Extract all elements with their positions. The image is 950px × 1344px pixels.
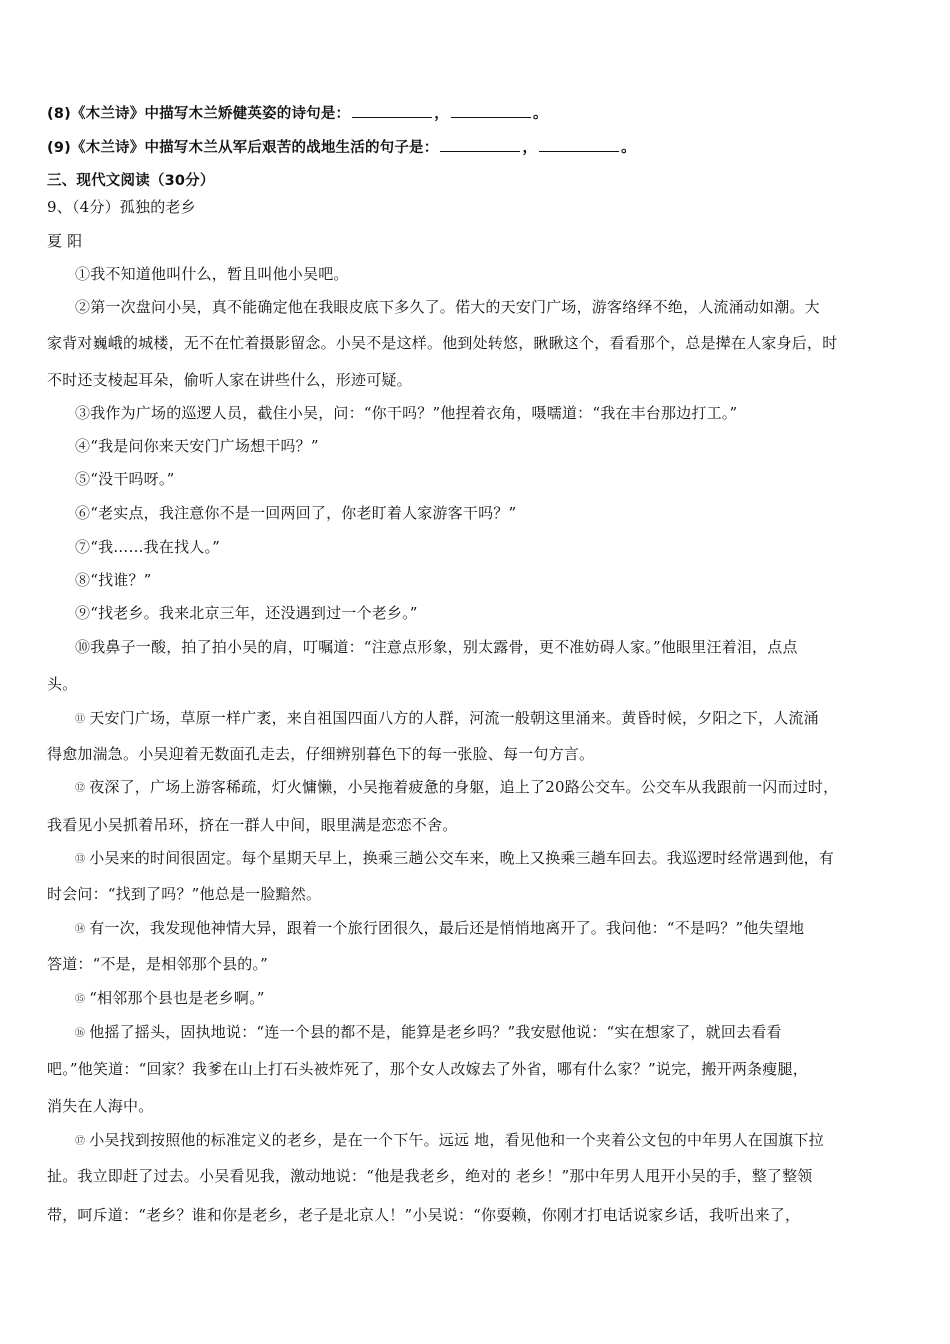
paragraph-8: ⑧“找谁？” [75, 571, 152, 589]
paragraph-15 [75, 988, 265, 1010]
answer-blank [451, 103, 531, 118]
paragraph-10-line-1: ⑩我鼻子一酸，拍了拍小吴的肩，叮嘱道：“注意点形象，别太露骨，更不准妨碍人家。”他眼里汪着泪，点点 [75, 638, 798, 656]
paragraph-14-text: 有一次，我发现他神情大异，跟着一个旅行团很久，最后还是悄悄地离开了。我问他：“不是吗？”他失望地 [89, 919, 805, 937]
question-9-end: 。 [621, 140, 636, 156]
paragraph-12-line-1 [75, 777, 838, 799]
paragraph-13-line-2: 时会问：“找到了吗？”他总是一脸黯然。 [47, 885, 322, 903]
paragraph-11-line-1 [75, 708, 819, 730]
paragraph-15-number: ⑮ [75, 994, 86, 1005]
paragraph-17-line-2: 扯。我立即赶了过去。小吴看见我，激动地说：“他是我老乡，绝对的 老乡！”那中年男人甩开小吴的手，整了整领 [47, 1167, 813, 1185]
answer-blank [440, 137, 520, 152]
paragraph-11-text: 天安门广场，草原一样广袤，来自祖国四面八方的人群，河流一般朝这里涌来。黄昏时候，夕阳之下，人流涌 [89, 709, 819, 727]
paragraph-11-number: ⑪ [75, 714, 86, 725]
paragraph-12-text: 夜深了，广场上游客稀疏，灯火慵懒，小吴拖着疲惫的身躯，追上了20路公交车。公交车从我跟前一闪而过时， [89, 778, 839, 796]
paragraph-13-text: 小吴来的时间很固定。每个星期天早上，换乘三趟公交车来，晚上又换乘三趟车回去。我巡逻时经常遇到他，有 [89, 849, 835, 867]
paragraph-14-line-2: 答道：“不是，是相邻那个县的。” [47, 955, 269, 973]
paragraph-6: ⑥“老实点，我注意你不是一回两回了，你老盯着人家游客干吗？” [75, 504, 517, 522]
paragraph-16-number: ⑯ [75, 1028, 86, 1039]
paragraph-7: ⑦“我……我在找人。” [75, 538, 221, 556]
paragraph-5: ⑤“没干吗呀。” [75, 470, 175, 488]
paragraph-17-number: ⑰ [75, 1136, 86, 1147]
question-8-prefix: (8)《木兰诗》中描写木兰矫健英姿的诗句是： [47, 106, 351, 122]
paragraph-17-line-3: 带，呵斥道：“老乡？谁和你是老乡，老子是北京人！”小吴说：“你耍赖，你刚才打电话说家乡话，我听出来了， [47, 1206, 801, 1224]
paragraph-16-text: 他摇了摇头，固执地说：“连一个县的都不是，能算是老乡吗？”我安慰他说：“实在想家了，就回去看看 [89, 1023, 782, 1041]
paragraph-14-number: ⑭ [75, 924, 86, 935]
section-heading: 三、现代文阅读（30分） [47, 173, 215, 189]
answer-blank [539, 137, 619, 152]
paragraph-17-line-1 [75, 1130, 824, 1152]
question-8-end: 。 [532, 106, 548, 122]
paragraph-2-line-2: 家背对巍峨的城楼，无不在忙着摄影留念。小吴不是这样。他到处转悠，瞅瞅这个，看看那个，总是撵在人家身后，时 [47, 334, 838, 352]
question-9-sep: ， [522, 140, 538, 156]
paragraph-12-line-2: 我看见小吴抓着吊环，挤在一群人中间，眼里满是恋恋不舍。 [47, 816, 458, 834]
paragraph-17-text: 小吴找到按照他的标准定义的老乡，是在一个下午。远远 地，看见他和一个夹着公文包的中年男人在国旗下拉 [89, 1131, 824, 1149]
paragraph-13-line-1 [75, 848, 834, 870]
paragraph-16-line-2: 吧。”他笑道：“回家？我爹在山上打石头被炸死了，那个女人改嫁去了外省，哪有什么家？”说完，搬开两条瘦腿， [47, 1060, 808, 1078]
question-8-sep: ， [434, 106, 449, 122]
paragraph-10-line-2: 头。 [47, 675, 78, 693]
paragraph-15-text: “相邻那个县也是老乡啊。” [89, 989, 265, 1007]
paragraph-14-line-1 [75, 918, 804, 940]
author: 夏 阳 [47, 232, 83, 250]
paragraph-16-line-1 [75, 1022, 782, 1044]
paragraph-16-line-3: 消失在人海中。 [47, 1097, 154, 1115]
paragraph-12-number: ⑫ [75, 783, 86, 794]
question-8 [47, 103, 548, 124]
question-9 [47, 137, 636, 158]
paragraph-1: ①我不知道他叫什么，暂且叫他小吴吧。 [75, 265, 349, 283]
question-9-prefix: (9)《木兰诗》中描写木兰从军后艰苦的战地生活的句子是： [47, 140, 439, 156]
paragraph-9: ⑨“找老乡。我来北京三年，还没遇到过一个老乡。” [75, 604, 418, 622]
paragraph-13-number: ⑬ [75, 854, 86, 865]
paragraph-2-line-1: ②第一次盘问小吴，真不能确定他在我眼皮底下多久了。偌大的天安门广场，游客络绎不绝，人流涌动如潮。大 [75, 298, 820, 316]
paragraph-11-line-2: 得愈加湍急。小吴迎着无数面孔走去，仔细辨别暮色下的每一张脸、每一句方言。 [47, 745, 595, 763]
item-title: 9、（4分）孤独的老乡 [47, 198, 196, 216]
paragraph-3: ③我作为广场的巡逻人员，截住小吴，问：“你干吗？”他捏着衣角，嗫嚅道：“我在丰台那边打工。” [75, 404, 738, 422]
answer-blank [352, 103, 432, 118]
paragraph-2-line-3: 不时还支棱起耳朵，偷听人家在讲些什么，形迹可疑。 [47, 371, 412, 389]
paragraph-4: ④“我是问你来天安门广场想干吗？” [75, 437, 319, 455]
